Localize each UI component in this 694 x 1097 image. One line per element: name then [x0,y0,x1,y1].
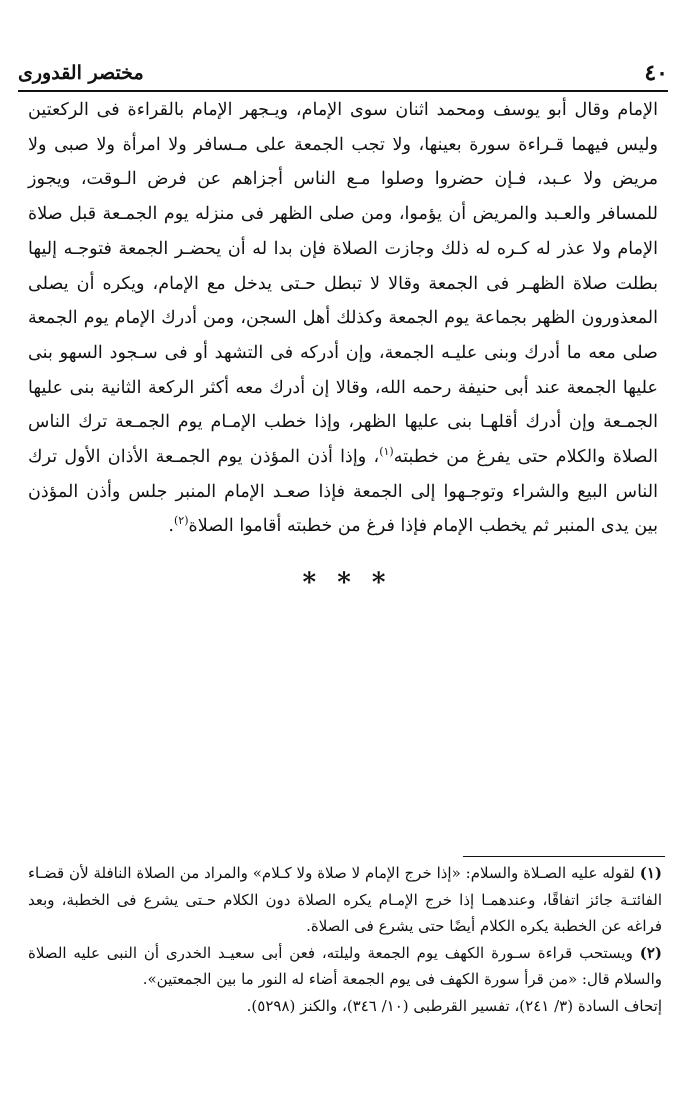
footnote-1 [28,860,662,940]
footnote-2-source: إتحاف السادة (٣/ ٢٤١)، تفسير القرطبى (١٠/ ٣٤٦)، والكنز (٥٢٩٨). [246,996,662,1015]
footnote-rule [463,856,665,857]
section-separator: * * * [302,568,392,598]
main-text-part-2: ، وإذا أذن المؤذن يوم الجمـعة الأذان الأول ترك الناس البيع والشراء وتوجـهوا إلى الجمعة فإذا صعـد الإمام المنبر جلس وأذن المؤذن بين يدى المنبر ثم يخطب الإمام فإذا فرغ من خطبته أقاموا الصلاة [28,447,658,537]
footnote-ref-1: (١) [379,445,394,459]
page-number: ٤٠ [644,60,668,86]
header-rule [18,90,668,92]
footnotes [28,860,662,1020]
footnote-1-text: لقوله عليه الصـلاة والسلام: «إذا خرج الإمام لا صلاة ولا كـلام» والمراد من الصلاة النافلة لأن قضـاء الفائتـة جائز اتفاقًا، وعندهمـا إذا خرج الإمـام يكره الصلاة دون الكلام حـتى يشرع فى الخطبة، وبعد فراغه عن الخطبة يكره الكلام أيضًا حتى يشرع فى الصلاة. [28,864,662,936]
main-text [28,93,658,544]
footnote-2-number: (٢) [639,943,662,962]
footnote-2-text: ويستحب قراءة سـورة الكهف يوم الجمعة وليلته، فعن أبى سعيـد الخدرى أن النبى عليه الصلاة والسلام قال: «من قرأ سورة الكهف فى يوم الجمعة أضاء له النور ما بين الجمعتين». [28,943,662,989]
footnote-1-number: (١) [639,864,662,882]
main-paragraph [28,93,658,544]
page-header [18,58,668,88]
main-text-part-3: . [168,516,174,537]
footnote-2 [28,940,662,1020]
book-title: مختصر القدورى [18,62,144,84]
footnote-ref-2: (٢) [173,514,189,528]
main-text-part-1: الإمام وقال أبو يوسف ومحمد اثنان سوى الإمام، ويـجهر الإمام بالقراءة فى الركعتين وليس فيهما قـراءة سورة بعينها، ولا تجب الجمعة على مـسافر ولا امرأة ولا صبى ولا مريض ولا عـبد، فـإن حضروا وصلوا مـع الناس أجزاهم عن فرض الـوقت، ويجوز للمسافر والعـبد والمريض أن يؤموا، ومن صلى الظهر فى منزله يوم الجمـعة قبل صلاة الإمام ولا عذر له كـره له ذلك وجازت الصلاة فإن بدا له أن يحضـر الجمعة فتوجـه إليها بطلت صلاة الظهـر فى الجمعة وقالا لا تبطل حـتى يدخل مع الإمام، ويكره أن يصلى المعذورون الظهر بجماعة يوم الجمعة وكذلك أهل السجن، ومن أدرك الإمام يوم الجمعة صلى معه ما أدرك وبنى عليـه الجمعة، وإن أدركه فى التشهد أو فى سـجود السهو بنى عليها الجمعة عند أبى حنيفة رحمه الله، وقالا إن أدرك معه أكثر الركعة الثانية بنى عليها الجمـعة وإن أدرك أقلهـا بنى عليها الظهر، وإذا خطب الإمـام يوم الجمـعة ترك الناس الصلاة والكلام حتى يفرغ من خطبته [28,100,658,468]
